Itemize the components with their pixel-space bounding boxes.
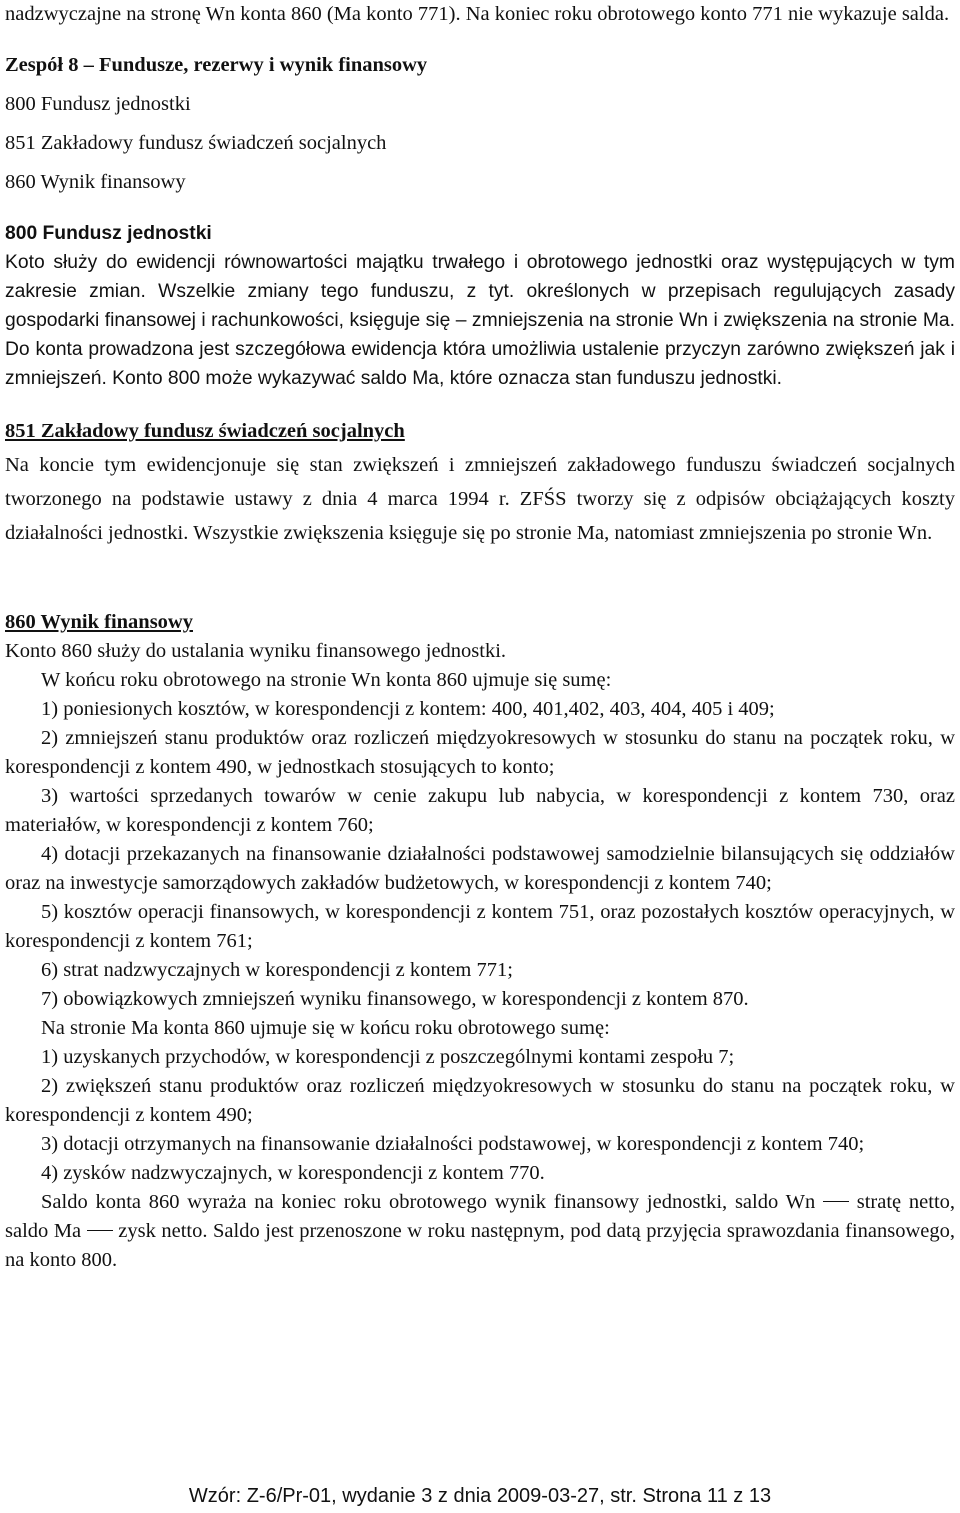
long-dash — [823, 1201, 849, 1202]
section-851-heading: 851 Zakładowy fundusz świadczeń socjalnych — [5, 420, 405, 442]
section-800 — [5, 219, 955, 393]
section-800-body: Koto służy do ewidencji równowartości majątku trwałego i obrotowego jednostki oraz występujących w tym zakresie zmian. Wszelkie zmiany tego funduszu, z tyt. określonych w przepisach regulujących zasady gospodarki finansowej i rachunkowości, księguje się – zmniejszenia na stronie Wn i zwiększenia na stronie Ma. Do konta prowadzona jest szczegółowa ewidencja która umożliwia ustalenie przyczyn zarówno zwiększeń jak i zmniejszeń. Konto 800 może wykazywać saldo Ma, które oznacza stan funduszu jednostki. — [5, 252, 955, 389]
document-page — [5, 0, 955, 1275]
zespol-section — [5, 46, 955, 202]
section-860-wn-lead: W końcu roku obrotowego na stronie Wn konta 860 ujmuje się sumę: — [41, 669, 612, 691]
wn-list-item: 4) dotacji przekazanych na finansowanie działalności podstawowej samodzielnie bilansujących się oddziałów oraz na inwestycje samorządowych zakładów budżetowych, w korespondencji z kontem 740; — [5, 843, 955, 894]
section-800-heading: 800 Fundusz jednostki — [5, 223, 212, 244]
section-851-body: Na koncie tym ewidencjonuje się stan zwiększeń i zmniejszeń zakładowego funduszu świadczeń socjalnych tworzonego na podstawie ustawy z dnia 4 marca 1994 r. ZFŚS tworzy się z odpisów obciążających koszty działalności jednostki. Wszystkie zwiększenia księguje się po stronie Ma, natomiast zmniejszenia po stronie Wn. — [5, 454, 955, 544]
section-860-saldo — [5, 1188, 955, 1275]
wn-list-item: 3) wartości sprzedanych towarów w cenie zakupu lub nabycia, w korespondencji z kontem 730, oraz materiałów, w korespondencji z kontem 760; — [5, 785, 955, 836]
ma-list-item: 4) zysków nadzwyczajnych, w korespondencji z kontem 770. — [41, 1162, 545, 1184]
zespol-item-851: 851 Zakładowy fundusz świadczeń socjalnych — [5, 132, 387, 154]
wn-list-item: 5) kosztów operacji finansowych, w korespondencji z kontem 751, oraz pozostałych kosztów operacyjnych, w korespondencji z kontem 761; — [5, 901, 955, 952]
ma-list-item: 2) zwiększeń stanu produktów oraz rozliczeń międzyokresowych w stosunku do stanu na początek roku, w korespondencji z kontem 490; — [5, 1075, 955, 1126]
zespol-title: Zespół 8 – Fundusze, rezerwy i wynik finansowy — [5, 54, 428, 76]
ma-list-item: 3) dotacji otrzymanych na finansowanie działalności podstawowej, w korespondencji z kontem 740; — [41, 1133, 865, 1155]
page-footer: Wzór: Z-6/Pr-01, wydanie 3 z dnia 2009-03-27, str. Strona 11 z 13 — [188, 1485, 772, 1507]
section-860 — [5, 608, 955, 1275]
long-dash — [87, 1230, 113, 1231]
saldo-text-a: Saldo konta 860 wyraża na koniec roku obrotowego wynik finansowy jednostki, saldo Wn — [41, 1191, 816, 1213]
ma-list-item: 1) uzyskanych przychodów, w korespondencji z poszczególnymi kontami zespołu 7; — [41, 1046, 735, 1068]
wn-list-item: 2) zmniejszeń stanu produktów oraz rozliczeń międzyokresowych w stosunku do stanu na początek roku, w korespondencji z kontem 490, w jednostkach stosujących to konto; — [5, 727, 955, 778]
intro-paragraph: nadzwyczajne na stronę Wn konta 860 (Ma konto 771). Na koniec roku obrotowego konto 771 nie wykazuje salda. — [5, 3, 950, 25]
zespol-item-800: 800 Fundusz jednostki — [5, 93, 191, 115]
wn-list-item: 1) poniesionych kosztów, w korespondencji z kontem: 400, 401,402, 403, 404, 405 i 409; — [41, 698, 775, 720]
section-860-intro: Konto 860 służy do ustalania wyniku finansowego jednostki. — [5, 640, 507, 662]
wn-list-item: 6) strat nadzwyczajnych w korespondencji z kontem 771; — [41, 959, 513, 981]
zespol-item-860: 860 Wynik finansowy — [5, 171, 186, 193]
section-860-heading: 860 Wynik finansowy — [5, 611, 193, 633]
section-860-ma-lead: Na stronie Ma konta 860 ujmuje się w końcu roku obrotowego sumę: — [41, 1017, 610, 1039]
saldo-text-c: zysk netto. Saldo jest przenoszone w roku następnym, pod datą przyjęcia sprawozdania finansowego, na konto 800. — [5, 1220, 955, 1271]
saldo-text-b: stratę netto, saldo Ma — [5, 1191, 956, 1242]
wn-list-item: 7) obowiązkowych zmniejszeń wyniku finansowego, w korespondencji z kontem 870. — [41, 988, 749, 1010]
section-851 — [5, 414, 955, 550]
